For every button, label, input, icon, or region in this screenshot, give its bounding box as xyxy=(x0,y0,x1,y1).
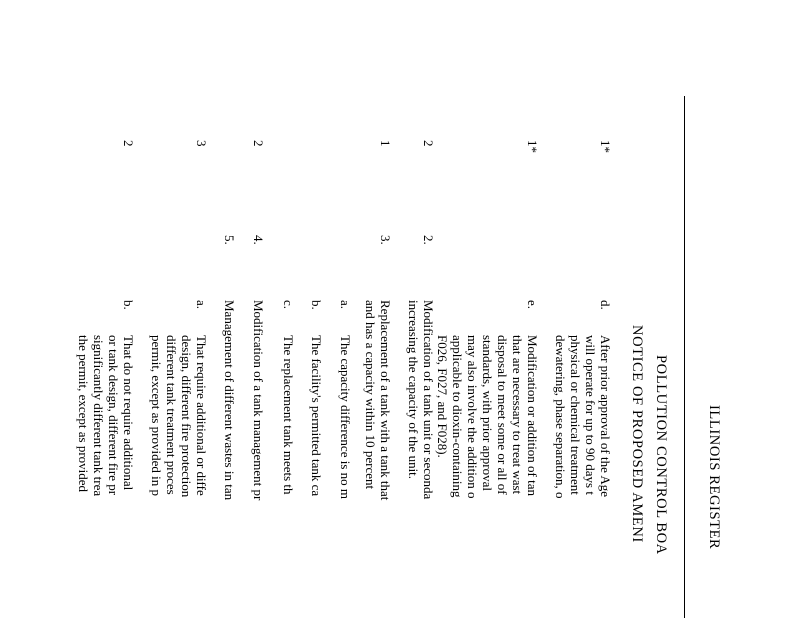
class-mark: 1* xyxy=(525,140,540,153)
class-mark: 2 xyxy=(121,140,136,147)
item-text: That do not require additional xyxy=(121,335,136,491)
item-text: Modification or addition of tan xyxy=(525,335,540,497)
item-number: 4. xyxy=(251,235,266,245)
header-rule xyxy=(684,96,685,618)
item-text: Modification of a tank management pr xyxy=(251,300,266,501)
item-text: will operate for up to 90 days t xyxy=(583,335,598,495)
item-text: may also involve the addition o xyxy=(465,335,480,499)
class-mark: 1* xyxy=(598,140,613,153)
item-letter: a. xyxy=(194,300,209,310)
item-number: 2. xyxy=(421,235,436,245)
item-text: That require additional or diffe xyxy=(194,335,209,496)
notice-title: NOTICE OF PROPOSED AMENI xyxy=(629,325,645,543)
item-text: and has a capacity within 10 percent xyxy=(363,300,378,490)
item-text: The facility's permitted tank ca xyxy=(309,335,324,497)
class-mark: 2 xyxy=(421,140,436,147)
item-text: After prior approval of the Age xyxy=(598,335,613,498)
item-text: Modification of a tank unit or seconda xyxy=(421,300,436,500)
item-text: dewatering, phase separation, o xyxy=(553,335,568,499)
item-text: increasing the capacity of the unit. xyxy=(406,300,421,480)
item-text: Management of different wastes in tan xyxy=(222,300,237,501)
item-text: The replacement tank meets th xyxy=(281,335,296,495)
item-number: 5. xyxy=(222,235,237,245)
item-letter: e. xyxy=(525,300,540,310)
item-text: Replacement of a tank with a tank that xyxy=(378,300,393,501)
class-mark: 1 xyxy=(378,140,393,147)
item-text: standards, with prior approval xyxy=(480,335,495,491)
item-text: or tank design, different fire pr xyxy=(106,335,121,496)
item-letter: c. xyxy=(281,300,296,310)
class-mark: 3 xyxy=(194,140,209,147)
item-text: applicable to dioxin-containing xyxy=(450,335,465,498)
item-text: F026, F027, and F028). xyxy=(435,335,450,458)
item-text: design, different fire protection xyxy=(179,335,194,498)
class-mark: 2 xyxy=(251,140,266,147)
item-text: permit, except as provided in p xyxy=(149,335,164,497)
item-text: different tank treatment proces xyxy=(164,335,179,495)
item-letter: b. xyxy=(121,300,136,310)
item-text: the permit, except as provided xyxy=(76,335,91,493)
item-letter: d. xyxy=(598,300,613,310)
item-text: physical or chemical treatment xyxy=(568,335,583,495)
item-letter: a. xyxy=(338,300,353,310)
item-text: disposal to meet some or all of xyxy=(495,335,510,495)
item-text: significantly different tank trea xyxy=(91,335,106,497)
register-title: ILLINOIS REGISTER xyxy=(706,405,722,550)
item-letter: b. xyxy=(309,300,324,310)
item-text: that are necessary to treat wast xyxy=(510,335,525,495)
board-name: POLLUTION CONTROL BOA xyxy=(653,355,669,555)
item-number: 3. xyxy=(378,235,393,245)
item-text: The capacity difference is no m xyxy=(338,335,353,499)
